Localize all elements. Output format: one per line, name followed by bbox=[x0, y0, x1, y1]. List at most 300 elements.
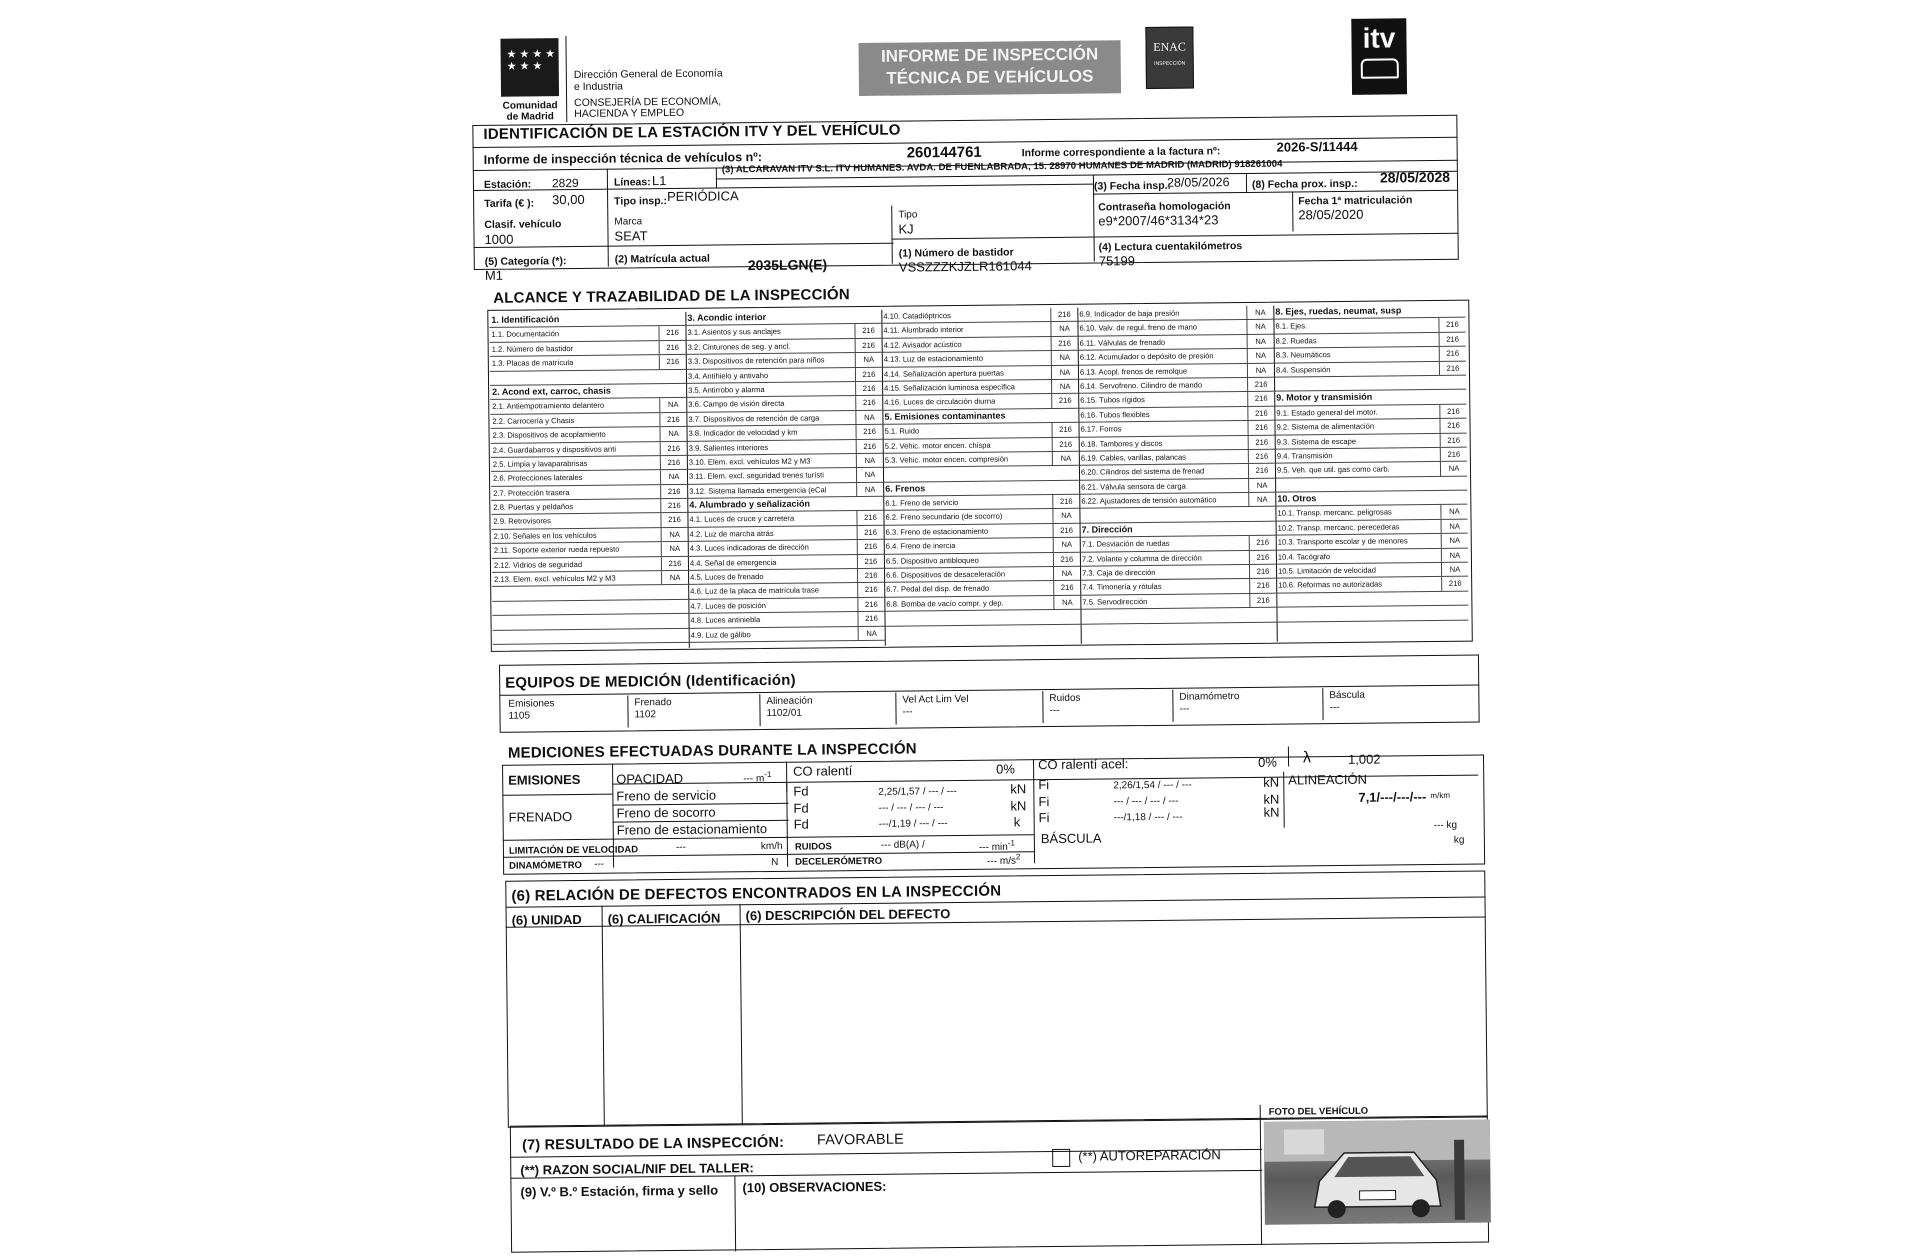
equipo-value: 1105 bbox=[508, 710, 531, 722]
alcance-item-label: 6.3. Freno de estacionamiento bbox=[885, 526, 989, 537]
alcance-item-value: 216 bbox=[1247, 421, 1274, 435]
co-ralenti-acel-value: 0% bbox=[1257, 754, 1277, 770]
equipo-label: Dinamómetro bbox=[1179, 691, 1240, 703]
freno-socorro-label: Freno de socorro bbox=[616, 804, 716, 821]
madrid-logo: ★★★★ ★★★ bbox=[500, 38, 559, 97]
alcance-item-value: 216 bbox=[1051, 423, 1078, 437]
equipo-label: Ruidos bbox=[1049, 692, 1081, 705]
frenado-label: FRENADO bbox=[508, 809, 573, 825]
lim-vel-label: LIMITACIÓN DE VELOCIDAD bbox=[508, 844, 639, 857]
alcance-item-label: 6.8. Bomba de vacío compr. y dep. bbox=[886, 598, 1004, 609]
alcance-item-label: 3.8. Indicador de velocidad y km bbox=[688, 427, 798, 438]
alcance-item-label: 5.3. Vehic. motor encen. compresión bbox=[884, 454, 1009, 465]
alcance-item-value: 216 bbox=[1249, 550, 1276, 564]
equipo-value: --- bbox=[902, 706, 913, 718]
fecha-insp-value: 28/05/2026 bbox=[1166, 175, 1230, 190]
alcance-item-label: 4. Alumbrado y señalización bbox=[689, 498, 811, 510]
alcance-item-value: NA bbox=[1247, 349, 1274, 363]
alcance-item-value: NA bbox=[660, 470, 687, 484]
alcance-item-value: 216 bbox=[855, 367, 882, 381]
alcance-row bbox=[1276, 606, 1468, 622]
equipo-value: --- bbox=[1049, 704, 1060, 717]
equipo-label: Emisiones bbox=[508, 698, 555, 710]
alcance-column bbox=[1077, 306, 1278, 644]
alcance-item-value: 216 bbox=[660, 499, 687, 513]
tipo-value: KJ bbox=[898, 221, 914, 237]
alcance-item-value: 216 bbox=[1249, 579, 1276, 593]
fecha-matric-value: 28/05/2020 bbox=[1298, 206, 1364, 223]
fd1-value: 2,25/1,57 / --- / --- bbox=[878, 786, 957, 798]
alcance-item-label: 1.3. Placas de matrícula bbox=[491, 358, 574, 369]
opacidad-label: OPACIDAD bbox=[616, 770, 684, 787]
alcance-item-label: 4.10. Catadióptricos bbox=[883, 311, 951, 321]
alcance-item-value: 216 bbox=[658, 326, 685, 340]
alcance-item-label: 6.10. Valv. de regul. freno de mano bbox=[1079, 322, 1198, 334]
km-label: (4) Lectura cuentakilómetros bbox=[1098, 240, 1243, 254]
alcance-item-label: 4.7. Luces de posición bbox=[690, 600, 767, 611]
alcance-item-label: 4.8. Luces antiniebla bbox=[690, 615, 761, 626]
alcance-item-label: 7.1. Desviación de ruedas bbox=[1081, 539, 1170, 549]
alcance-item-label: 7.2. Volante y columna de dirección bbox=[1081, 553, 1202, 564]
alcance-item-value: 216 bbox=[1440, 433, 1467, 447]
decel-exp: 2 bbox=[1015, 852, 1021, 862]
alcance-item-value: 216 bbox=[1053, 581, 1080, 595]
alcance-item-label: 10.6. Reformas no autorizadas bbox=[1278, 579, 1383, 591]
equipo-label: Alineación bbox=[766, 695, 813, 708]
alcance-item-value: 216 bbox=[857, 540, 884, 554]
alcance-item-value: 216 bbox=[855, 396, 882, 410]
opacidad-value-text: --- m bbox=[743, 773, 765, 785]
alcance-item-value: 216 bbox=[1051, 394, 1078, 408]
alcance-item-label: 7.5. Servodirección bbox=[1082, 596, 1148, 607]
alcance-item-value: NA bbox=[1053, 567, 1080, 581]
alcance-item-label: 3.9. Salientes interiores bbox=[688, 442, 769, 453]
alcance-item-value: NA bbox=[1440, 462, 1467, 476]
opacidad-unit: -1 bbox=[764, 769, 772, 780]
dept-line4: HACIENDA Y EMPLEO bbox=[574, 106, 685, 120]
alcance-item-value: NA bbox=[1441, 548, 1468, 562]
col-unidad: (6) UNIDAD bbox=[511, 911, 582, 928]
alcance-item-label: 3.2. Cinturones de seg. y ancl. bbox=[687, 341, 791, 352]
dept-line2: e Industria bbox=[573, 80, 624, 93]
alcance-item-label: 10.2. Transp. mercanc. perecederas bbox=[1277, 522, 1400, 533]
alcance-item-value: 216 bbox=[855, 339, 882, 353]
alcance-item-label: 6.20. Cilindros del sistema de frenad bbox=[1080, 466, 1205, 478]
resultado-label: (7) RESULTADO DE LA INSPECCIÓN: bbox=[521, 1134, 785, 1154]
equipo-cell bbox=[627, 694, 760, 727]
alcance-item-label: 4.15. Señalización luminosa específica bbox=[884, 382, 1016, 393]
estacion-value: 2829 bbox=[551, 175, 579, 191]
alcance-item-value: NA bbox=[661, 542, 688, 556]
km-value: 75199 bbox=[1098, 253, 1136, 269]
marca-value: SEAT bbox=[614, 228, 648, 244]
alcance-column bbox=[881, 308, 1082, 646]
alcance-row bbox=[884, 610, 1080, 626]
tarifa-value: 30,00 bbox=[552, 191, 585, 208]
fd-label-1: Fd bbox=[793, 783, 809, 799]
decel-value bbox=[987, 852, 1020, 867]
alcance-item-value: NA bbox=[660, 427, 687, 441]
foto-label: FOTO DEL VEHÍCULO bbox=[1268, 1105, 1369, 1118]
alcance-item-value: 216 bbox=[1247, 392, 1274, 406]
alcance-item-value: NA bbox=[856, 468, 883, 482]
car-icon bbox=[1360, 58, 1398, 78]
alcance-item-value: 216 bbox=[660, 485, 687, 499]
itv-logo bbox=[1351, 18, 1407, 95]
alcance-item-value: 216 bbox=[1249, 565, 1276, 579]
co-ralenti-value: 0% bbox=[996, 761, 1015, 777]
alcance-item-label: 3.12. Sistema llamada emergencia (eCal bbox=[689, 485, 827, 496]
alcance-item-value: NA bbox=[1248, 493, 1275, 507]
alcance-item-label: 8. Ejes, ruedas, neumat, susp bbox=[1275, 305, 1402, 317]
alcance-item-value: NA bbox=[1440, 505, 1467, 519]
alcance-item-label: 4.9. Luz de gálibo bbox=[690, 629, 751, 640]
enac-logo bbox=[1145, 27, 1194, 89]
alcance-item-value: 216 bbox=[856, 439, 883, 453]
alcance-column bbox=[685, 310, 886, 648]
alcance-item-value: 216 bbox=[660, 513, 687, 527]
alcance-item-value: 216 bbox=[1439, 404, 1466, 418]
matricula-label: (2) Matrícula actual bbox=[614, 252, 710, 266]
alcance-item-label: 2.4. Guardabarros y dispositivos anti bbox=[492, 444, 617, 455]
alcance-column bbox=[489, 312, 690, 650]
equipo-value: 1102 bbox=[634, 709, 657, 721]
alcance-item-value: 216 bbox=[1053, 552, 1080, 566]
alcance-item-value: 216 bbox=[854, 324, 881, 338]
ruidos-label: RUIDOS bbox=[794, 841, 832, 853]
alcance-item-value: 216 bbox=[857, 554, 884, 568]
alcance-item-value: NA bbox=[659, 398, 686, 412]
lim-vel-value: --- bbox=[675, 841, 686, 853]
equipo-cell bbox=[759, 693, 896, 726]
alcance-item-value: 216 bbox=[1248, 435, 1275, 449]
alcance-item-label: 3.1. Asientos y sus anclajes bbox=[687, 327, 781, 338]
contrasena-label: Contraseña homologación bbox=[1098, 200, 1231, 214]
alcance-item-label: 6.6. Dispositivos de desaceleración bbox=[886, 569, 1006, 580]
alcance-item-value: NA bbox=[1247, 363, 1274, 377]
alcance-item-value: 216 bbox=[661, 556, 688, 570]
alcance-item-label: 4.12. Avisador acústico bbox=[883, 339, 962, 350]
station-address: (3) ALCARAVAN ITV S.L. ITV HUMANES. AVDA. DE FUENLABRADA, 15. 28970 HUMANES DE MADRID (MADRID) 918261004 bbox=[721, 158, 1283, 176]
alcance-item-label: 3.5. Antirrobo y alarma bbox=[688, 384, 765, 395]
informe-label: Informe de inspección técnica de vehículos nº: bbox=[483, 150, 763, 167]
org-name: Comunidad de Madrid bbox=[502, 100, 558, 123]
equipo-value: 1102/01 bbox=[766, 707, 802, 720]
alcance-item-value: 216 bbox=[857, 526, 884, 540]
estacion-label: Estación: bbox=[483, 178, 532, 191]
alcance-item-value: 216 bbox=[1249, 593, 1276, 607]
alcance-item-label: 3.7. Dispositivos de retención de carga bbox=[688, 413, 820, 424]
alcance-item-label: 2.5. Limpia y lavaparabrisas bbox=[492, 458, 588, 469]
alcance-item-label: 9.1. Estado general del motor. bbox=[1276, 407, 1378, 418]
alcance-item-value: 216 bbox=[857, 583, 884, 597]
fd3-unit: k bbox=[1013, 814, 1021, 830]
emisiones-label: EMISIONES bbox=[508, 771, 581, 788]
defectos-title: (6) RELACIÓN DE DEFECTOS ENCONTRADOS EN LA INSPECCIÓN bbox=[511, 882, 1002, 905]
alcance-item-label: 2.3. Dispositivos de acoplamiento bbox=[492, 429, 606, 440]
alcance-item-value: 216 bbox=[856, 511, 883, 525]
alcance-item-label: 4.13. Luz de estacionamiento bbox=[883, 353, 984, 364]
alcance-item-value: 216 bbox=[1439, 332, 1466, 346]
fi2-unit: kN bbox=[1263, 791, 1280, 807]
alcance-item-label: 2.6. Protecciones laterales bbox=[492, 473, 583, 484]
clasif-value: 1000 bbox=[484, 231, 514, 247]
alineacion-label: ALINEACIÓN bbox=[1288, 771, 1368, 788]
alcance-item-value: NA bbox=[856, 454, 883, 468]
alcance-item-label: 7.4. Timonería y rótulas bbox=[1082, 582, 1162, 593]
alcance-item-label: 6.16. Tubos flexibles bbox=[1080, 409, 1150, 420]
fd-label-3: Fd bbox=[793, 816, 809, 832]
alcance-item-value: 216 bbox=[660, 456, 687, 470]
fi1-value: 2,26/1,54 / --- / --- bbox=[1113, 779, 1192, 792]
equipos-title: EQUIPOS DE MEDICIÓN (Identificación) bbox=[505, 671, 796, 692]
alcance-item-value: 216 bbox=[660, 441, 687, 455]
itv-text: itv bbox=[1362, 22, 1396, 54]
lim-vel-unit: km/h bbox=[760, 840, 783, 853]
alcance-item-value: NA bbox=[1051, 351, 1078, 365]
fd3-value: ---/1,19 / --- / --- bbox=[878, 818, 948, 830]
factura-label: Informe correspondiente a la factura nº: bbox=[1021, 145, 1221, 160]
alcance-item-value: 216 bbox=[1438, 318, 1465, 332]
fi1-unit: kN bbox=[1263, 774, 1280, 790]
autoreparacion-checkbox[interactable] bbox=[1052, 1149, 1070, 1167]
alcance-row bbox=[493, 628, 689, 644]
dept-line1: Dirección General de Economía bbox=[573, 67, 723, 81]
alcance-item-label: 6.11. Válvulas de frenado bbox=[1079, 337, 1166, 348]
alcance-item-value: NA bbox=[1247, 334, 1274, 348]
alcance-item-value: 216 bbox=[857, 612, 884, 626]
alcance-item-value: NA bbox=[1246, 306, 1273, 320]
alcance-item-label: 1.1. Documentación bbox=[491, 329, 560, 340]
alcance-column bbox=[1273, 304, 1469, 642]
equipo-cell bbox=[1042, 690, 1173, 723]
col-calificacion: (6) CALIFICACIÓN bbox=[607, 910, 721, 927]
alcance-item-label: 2.2. Carrocería y Chasis bbox=[492, 415, 575, 426]
alcance-item-value: 216 bbox=[1247, 406, 1274, 420]
alcance-item-value: NA bbox=[1246, 320, 1273, 334]
fecha-prox-label: (8) Fecha prox. insp.: bbox=[1251, 177, 1358, 191]
categoria-value: M1 bbox=[484, 267, 504, 283]
alcance-item-label: 8.1. Ejes. bbox=[1275, 321, 1308, 332]
vehicle-photo bbox=[1264, 1119, 1491, 1224]
alcance-item-label: 10.5. Limitación de velocidad bbox=[1278, 565, 1377, 576]
alcance-item-value: 216 bbox=[857, 598, 884, 612]
alcance-item-value: NA bbox=[1051, 380, 1078, 394]
freno-estac-label: Freno de estacionamiento bbox=[616, 821, 768, 838]
alcance-item-label: 9.5. Veh. que util. gas como carb. bbox=[1276, 464, 1390, 475]
freno-servicio-label: Freno de servicio bbox=[616, 787, 717, 804]
banner-line1: INFORME DE INSPECCIÓN bbox=[880, 44, 1099, 66]
alcance-item-value: 216 bbox=[659, 341, 686, 355]
alcance-item-value: NA bbox=[1248, 478, 1275, 492]
identificacion-title: IDENTIFICACIÓN DE LA ESTACIÓN ITV Y DEL VEHÍCULO bbox=[483, 121, 901, 143]
alcance-item-value: 216 bbox=[1249, 536, 1276, 550]
fd2-unit: kN bbox=[1010, 798, 1027, 814]
vb-label: (9) V.º B.º Estación, firma y sello bbox=[520, 1182, 719, 1200]
fi3-value: ---/1,18 / --- / --- bbox=[1113, 811, 1183, 824]
marca-label: Marca bbox=[614, 216, 643, 228]
alcance-item-label: 10.4. Tacógrafo bbox=[1277, 551, 1331, 562]
alcance-item-label: 2. Acond ext, carroc, chasis bbox=[492, 385, 611, 397]
alcance-item-label: 9.4. Transmisión bbox=[1276, 450, 1333, 461]
alcance-item-label: 8.2. Ruedas bbox=[1275, 336, 1317, 346]
report-banner bbox=[858, 40, 1121, 96]
alcance-item-value: NA bbox=[1052, 452, 1079, 466]
alcance-item-label: 6.9. Indicador de baja presión bbox=[1079, 308, 1180, 319]
alcance-item-label: 4.14. Señalización apertura puertas bbox=[883, 368, 1004, 379]
decel-label: DECELERÓMETRO bbox=[795, 855, 883, 868]
factura-value: 2026-S/11444 bbox=[1276, 138, 1358, 155]
dinamometro-unit: N bbox=[771, 856, 779, 868]
lineas-label: Líneas: bbox=[613, 176, 651, 189]
alcance-item-label: 6.13. Acopl. frenos de remolque bbox=[1079, 366, 1188, 377]
alcance-item-label: 6.19. Cables, varillas, palancas bbox=[1080, 452, 1187, 463]
alcance-item-label: 5.1. Ruido bbox=[884, 426, 920, 436]
tipo-insp-label: Tipo insp.: bbox=[614, 195, 668, 208]
alcance-item-value: 216 bbox=[857, 569, 884, 583]
matricula-value: 2035LGN(E) bbox=[747, 256, 828, 274]
alcance-item-value: 216 bbox=[659, 413, 686, 427]
co-ralenti-label: CO ralentí bbox=[793, 763, 853, 779]
alcance-item-value: 216 bbox=[1439, 347, 1466, 361]
alcance-item-label: 5.2. Vehic. motor encen. chispa bbox=[884, 440, 991, 451]
alcance-item-label: 6.18. Tambores y discos bbox=[1080, 438, 1163, 449]
equipo-label: Báscula bbox=[1329, 689, 1365, 702]
alcance-item-label: 1. Identificación bbox=[491, 314, 560, 325]
alcance-row bbox=[689, 626, 885, 642]
fi-label-1: Fi bbox=[1038, 777, 1050, 793]
fi2-value: --- / --- / --- / --- bbox=[1113, 795, 1179, 808]
alcance-item-label: 9.3. Sistema de escape bbox=[1276, 436, 1357, 447]
alcance-item-label: 4.2. Luz de marcha atrás bbox=[689, 528, 774, 539]
alcance-item-value: NA bbox=[858, 626, 885, 640]
alcance-item-value: NA bbox=[1441, 563, 1468, 577]
alcance-item-label: 6.5. Dispositivo antibloqueo bbox=[885, 555, 979, 566]
alcance-item-label: 6.15. Tubos rígidos bbox=[1080, 395, 1145, 406]
alcance-item-label: 3.4. Antihielo y antivaho bbox=[687, 370, 769, 381]
contrasena-value: e9*2007/46*3134*23 bbox=[1098, 212, 1219, 229]
alcance-item-label: 10.3. Transporte escolar y de menores bbox=[1277, 536, 1408, 547]
alcance-item-label: 3.3. Dispositivos de retención para niños bbox=[687, 355, 825, 366]
ruidos-rpm-exp: -1 bbox=[1007, 838, 1015, 848]
alcance-item-label: 2.11. Soporte exterior rueda repuesto bbox=[493, 544, 620, 556]
dept-line3: CONSEJERÍA DE ECONOMÍA, bbox=[574, 95, 722, 109]
alcance-item-label: 10. Otros bbox=[1277, 493, 1317, 504]
fecha-insp-label: (3) Fecha insp.: bbox=[1093, 179, 1172, 193]
equipo-value: --- bbox=[1179, 703, 1190, 715]
alcance-item-label: 3.6. Campo de visión directa bbox=[688, 399, 785, 410]
decel-value-text: --- m/s bbox=[987, 855, 1017, 868]
taller-label: (**) RAZON SOCIAL/NIF DEL TALLER: bbox=[520, 1160, 754, 1178]
alcance-item-value: 216 bbox=[1441, 577, 1468, 591]
tipo-label: Tipo bbox=[898, 209, 918, 221]
lambda-symbol: λ bbox=[1302, 749, 1312, 767]
alcance-item-label: 2.10. Señales en los vehículos bbox=[493, 530, 597, 541]
alcance-item-value: NA bbox=[1051, 365, 1078, 379]
alcance-item-label: 4.1. Luces de cruce y carretera bbox=[689, 514, 795, 525]
alcance-item-label: 3. Acondic interior bbox=[687, 311, 767, 323]
alcance-item-value: NA bbox=[1053, 538, 1080, 552]
fecha-matric-label: Fecha 1ª matriculación bbox=[1298, 194, 1413, 208]
tipo-insp-value: PERIÓDICA bbox=[667, 188, 739, 205]
banner-line2: TÉCNICA DE VEHÍCULOS bbox=[886, 66, 1094, 88]
alcance-item-label: 9. Motor y transmisión bbox=[1276, 391, 1373, 404]
alineacion-value: 7,1/---/---/--- bbox=[1358, 789, 1427, 805]
fi-label-2: Fi bbox=[1038, 794, 1050, 810]
lambda-value: 1,002 bbox=[1347, 751, 1381, 767]
alcance-item-label: 4.4. Señal de emergencia bbox=[689, 557, 777, 568]
enac-text: ENAC bbox=[1153, 39, 1186, 54]
alcance-item-label: 4.11. Alumbrado interior bbox=[883, 325, 964, 336]
dinamometro-label: DINAMÓMETRO bbox=[509, 859, 582, 872]
ruidos-rpm-text: --- min bbox=[978, 841, 1008, 854]
alineacion-unit: m/km bbox=[1430, 790, 1451, 801]
alcance-item-label: 6.1. Freno de servicio bbox=[885, 498, 959, 508]
alcance-item-value: NA bbox=[1441, 520, 1468, 534]
alcance-item-label: 2.13. Elem. excl. vehículos M2 y M3 bbox=[494, 573, 616, 584]
equipo-value: --- bbox=[1329, 702, 1340, 714]
alcance-item-label: 4.5. Luces de frenado bbox=[690, 572, 764, 582]
lineas-value: L1 bbox=[651, 173, 667, 189]
alcance-item-label: 1.2. Número de bastidor bbox=[491, 343, 574, 354]
alcance-item-value: 216 bbox=[1050, 308, 1077, 322]
enac-small-text: INSPECCIÓN bbox=[1154, 60, 1186, 67]
alcance-item-value: 216 bbox=[1052, 495, 1079, 509]
alcance-item-value: NA bbox=[1052, 509, 1079, 523]
alcance-item-value: 216 bbox=[1440, 448, 1467, 462]
car-photo-icon bbox=[1264, 1119, 1491, 1224]
equipo-cell bbox=[1322, 687, 1478, 721]
alcance-item-label: 9.2. Sistema de alimentación bbox=[1276, 421, 1375, 432]
bascula-kg1: --- kg bbox=[1433, 819, 1458, 832]
alcance-item-label: 8.3. Neumáticos bbox=[1275, 350, 1331, 360]
alcance-item-value: NA bbox=[1050, 322, 1077, 336]
alcance-item-label: 6.12. Acumulador o depósito de presión bbox=[1079, 351, 1214, 362]
fecha-prox-value: 28/05/2028 bbox=[1379, 168, 1451, 186]
alcance-item-value: 216 bbox=[855, 425, 882, 439]
bascula-label: BÁSCULA bbox=[1040, 830, 1102, 847]
alcance-item-label: 4.3. Luces indicadoras de dirección bbox=[689, 542, 809, 554]
equipo-cell bbox=[502, 695, 627, 728]
alcance-item-value: 216 bbox=[1053, 524, 1080, 538]
alcance-item-value: 216 bbox=[1439, 361, 1466, 375]
alcance-item-label: 6. Frenos bbox=[885, 483, 926, 494]
alcance-item-value: 216 bbox=[1248, 464, 1275, 478]
resultado-value: FAVORABLE bbox=[816, 1131, 905, 1149]
defectos-box bbox=[505, 870, 1488, 1127]
alcance-item-value: 216 bbox=[1248, 450, 1275, 464]
observaciones-label: (10) OBSERVACIONES: bbox=[742, 1178, 887, 1196]
alcance-item-label: 6.2. Freno secundario (de socorro) bbox=[885, 512, 1003, 523]
fd-label-2: Fd bbox=[793, 800, 809, 816]
alcance-item-label: 2.9. Retrovisores bbox=[493, 516, 551, 527]
mediciones-title: MEDICIONES EFECTUADAS DURANTE LA INSPECCIÓN bbox=[507, 740, 917, 762]
alcance-item-value: 216 bbox=[1247, 378, 1274, 392]
alcance-item-label: 4.6. Luz de la placa de matrícula trase bbox=[690, 585, 820, 597]
alcance-item-value: NA bbox=[855, 411, 882, 425]
alcance-item-label: 8.4. Suspensión bbox=[1275, 364, 1331, 375]
alcance-item-value: NA bbox=[855, 353, 882, 367]
co-ralenti-acel-label: CO ralentí acel: bbox=[1037, 756, 1129, 773]
alcance-item-value: 216 bbox=[1439, 419, 1466, 433]
equipo-cell bbox=[1172, 688, 1323, 722]
bascula-kg2: kg bbox=[1453, 834, 1465, 846]
fd2-value: --- / --- / --- / --- bbox=[878, 802, 944, 814]
alcance-item-label: 6.7. Pedal del disp. de frenado bbox=[886, 584, 990, 595]
alcance-item-label: 7. Dirección bbox=[1081, 524, 1133, 535]
ruidos-value: --- dB(A) / bbox=[880, 839, 925, 851]
alcance-item-value: NA bbox=[856, 482, 883, 496]
